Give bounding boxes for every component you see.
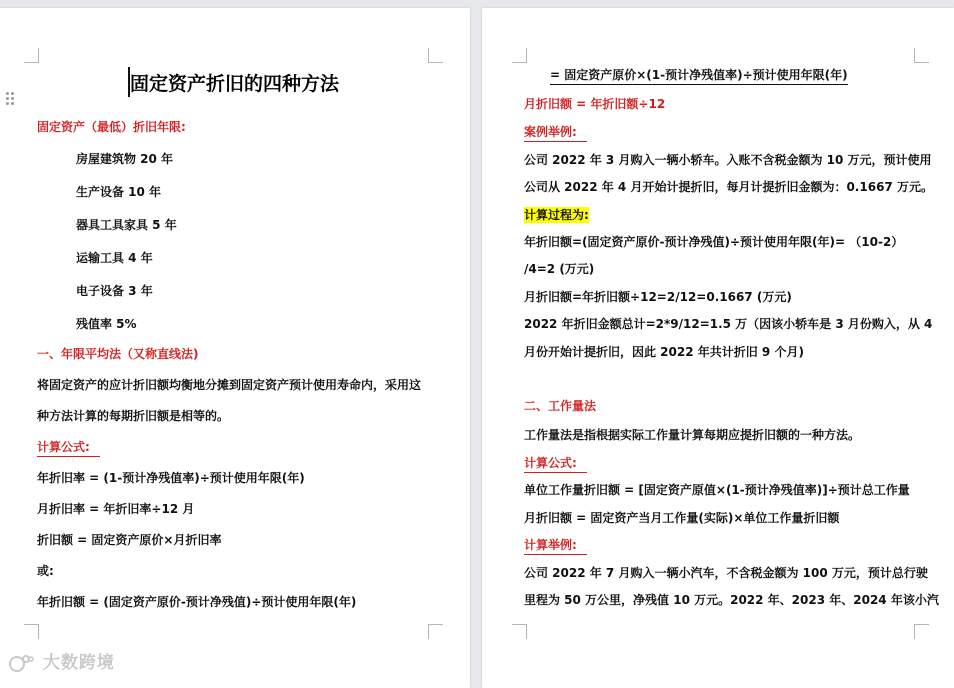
- text-line: 将固定资产的应计折旧额均衡地分摊到固定资产预计使用寿命内，采用这: [37, 378, 422, 392]
- section-heading: 固定资产（最低）折旧年限:: [37, 120, 186, 134]
- text-line: 2022 年折旧金额总计=2*9/12=1.5 万（因该小轿车是 3 月份购入，从 4: [524, 317, 933, 331]
- document-page-right[interactable]: [482, 8, 954, 688]
- text-line: 工作量法是指根据实际工作量计算每期应提折旧额的一种方法。: [524, 428, 861, 442]
- text-line: 房屋建筑物 20 年: [76, 152, 174, 166]
- watermark-logo-icon: [8, 653, 34, 673]
- crop-mark: [428, 624, 443, 639]
- crop-mark: [428, 48, 443, 63]
- text-line: 公司从 2022 年 4 月开始计提折旧，每月计提折旧金额为：0.1667 万元。: [524, 180, 933, 194]
- text-line: /4=2 (万元): [524, 262, 595, 276]
- highlighted-heading: 计算过程为:: [524, 208, 589, 222]
- text-line: 年折旧率 = (1-预计净残值率)÷预计使用年限(年): [37, 471, 305, 485]
- text-line: 生产设备 10 年: [76, 185, 162, 199]
- drag-handle-icon[interactable]: [6, 92, 16, 106]
- example-heading: 计算举例:: [524, 537, 587, 555]
- text-line: 折旧额 = 固定资产原价×月折旧率: [37, 533, 222, 547]
- text-line: 种方法计算的每期折旧额是相等的。: [37, 409, 230, 423]
- crop-mark: [512, 48, 527, 63]
- text-line: 器具工具家具 5 年: [76, 218, 177, 232]
- text-line: 单位工作量折旧额 = [固定资产原值×(1-预计净残值率)]÷预计总工作量: [524, 483, 910, 497]
- formula-heading: 计算公式:: [524, 455, 587, 473]
- text-line: 或:: [37, 564, 54, 578]
- text-line: 残值率 5%: [76, 317, 137, 331]
- section-heading: 案例举例:: [524, 124, 587, 142]
- text-line: = 固定资产原价×(1-预计净残值率)÷预计使用年限(年): [550, 67, 848, 85]
- formula-heading: 计算公式:: [37, 439, 100, 457]
- text-line: 里程为 50 万公里，净残值 10 万元。2022 年、2023 年、2024 年该小汽: [524, 593, 939, 607]
- section-heading: 二、工作量法: [524, 399, 597, 413]
- text-line: 公司 2022 年 3 月购入一辆小轿车。入账不含税金额为 10 万元，预计使用: [524, 153, 932, 167]
- document-page-left[interactable]: [0, 8, 470, 688]
- section-heading: 一、年限平均法（又称直线法): [37, 347, 199, 361]
- crop-mark: [914, 624, 929, 639]
- watermark: [8, 648, 115, 673]
- crop-mark: [512, 624, 527, 639]
- text-line: 月折旧额=年折旧额÷12=2/12=0.1667 (万元): [524, 290, 792, 304]
- formula-line: 月折旧额 = 年折旧额÷12: [524, 97, 666, 111]
- text-line: 电子设备 3 年: [76, 284, 153, 298]
- text-line: 月份开始计提折旧，因此 2022 年共计折旧 9 个月): [524, 345, 804, 359]
- crop-mark: [24, 48, 39, 63]
- text-line: 年折旧额 = (固定资产原价-预计净残值)÷预计使用年限(年): [37, 595, 357, 609]
- text-line: 月折旧额 = 固定资产当月工作量(实际)×单位工作量折旧额: [524, 511, 840, 525]
- watermark-text: 大数跨境: [42, 653, 115, 673]
- text-line: 公司 2022 年 7 月购入一辆小汽车，不含税金额为 100 万元，预计总行驶: [524, 566, 928, 580]
- page-title: 固定资产折旧的四种方法: [130, 73, 340, 95]
- crop-mark: [24, 624, 39, 639]
- text-line: 年折旧额=(固定资产原价-预计净残值)÷预计使用年限(年)= （10-2）: [524, 235, 904, 249]
- text-line: 运输工具 4 年: [76, 251, 153, 265]
- crop-mark: [914, 48, 929, 63]
- text-line: 月折旧率 = 年折旧率÷12 月: [37, 502, 195, 516]
